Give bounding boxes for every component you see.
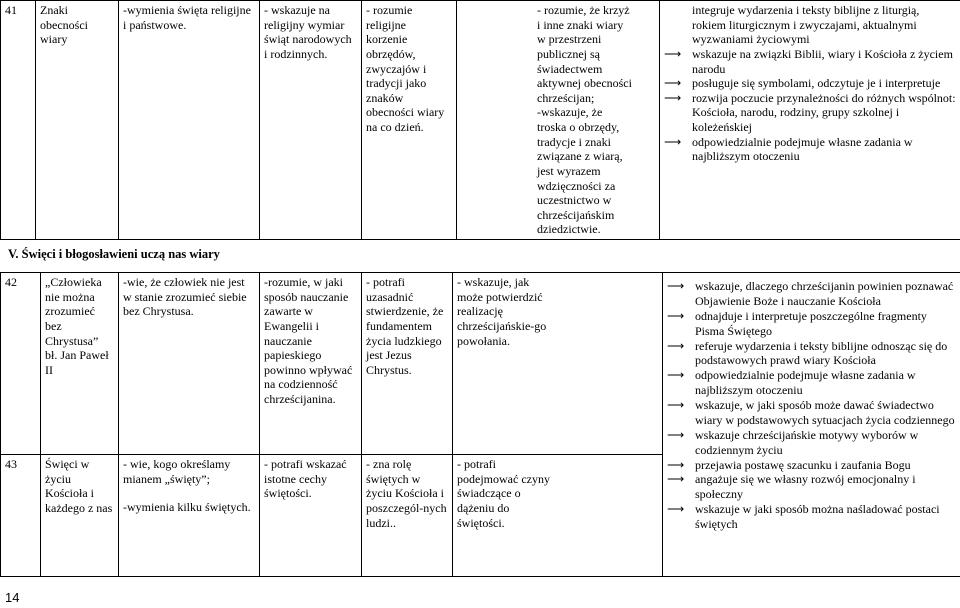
- list-item: ⟶ wskazuje na związki Biblii, wiary i Kościoła z życiem narodu: [664, 46, 953, 76]
- arrow-right-icon: ⟶: [667, 502, 685, 517]
- requirement-extended: - wskazuje na religijny wymiar świąt narodowych i rodzinnych.: [260, 1, 362, 240]
- curriculum-table-top: [0, 0, 960, 240]
- requirement-basic: - wie, kogo określamy mianem „święty”; -wymienia kilku świętych.: [119, 455, 260, 577]
- section-heading: V. Święci i błogosławieni uczą nas wiary: [8, 247, 220, 261]
- list-item: integruje wydarzenia i teksty biblijne z liturgią, rokiem liturgicznym i zwyczajami, aktualnymi wyzwaniami życiowymi: [692, 3, 920, 47]
- requirement-full: - potrafi uzasadnić stwierdzenie, że fundamentem życia ludzkiego jest Jezus Chrystus.: [362, 273, 453, 455]
- requirement-advanced: - wskazuje, jak może potwierdzić realizację chrześcijańskie-go powołania.: [453, 273, 663, 455]
- arrow-right-icon: ⟶: [667, 398, 685, 412]
- arrow-right-icon: ⟶: [664, 76, 682, 91]
- arrow-right-icon: ⟶: [667, 472, 685, 487]
- page-number: 14: [5, 590, 20, 605]
- list-item: ⟶ przejawia postawę szacunku i zaufania Bogu: [667, 457, 911, 472]
- arrow-right-icon: ⟶: [667, 457, 685, 472]
- list-item: ⟶ referuje wydarzenia i teksty biblijne odnosząc się do podstawowych prawd wiary Kościoła: [667, 338, 948, 368]
- list-item: ⟶ odpowiedzialnie podejmuje własne zadania w najbliższym otoczeniu: [667, 368, 916, 398]
- key-competences: [663, 273, 960, 577]
- requirement-advanced: - rozumie, że krzyż i inne znaki wiary w przestrzeni publicznej są świadectwem aktywnej obecności chrześcijan; -wskazuje, że troska o obrzędy, tradycje i znaki związane z wiarą, jest wyrazem wdzięczności za uczestnictwo w chrześcijańskim dziedzictwie.: [457, 1, 660, 240]
- lesson-topic: Święci w życiu Kościoła i każdego z nas: [41, 455, 119, 577]
- lesson-number: 43: [1, 455, 41, 577]
- requirement-basic: -wymienia święta religijne i państwowe.: [119, 1, 260, 240]
- lesson-number: 42: [1, 273, 41, 455]
- lesson-topic: „Człowieka nie można zrozumieć bez Chrystusa” bł. Jan Paweł II: [41, 273, 119, 455]
- list-item: ⟶ wskazuje, w jaki sposób może dawać świadectwo wiary w podstawowych sytuacjach życia codziennego: [667, 398, 955, 427]
- arrow-right-icon: ⟶: [667, 308, 685, 323]
- arrow-right-icon: ⟶: [664, 90, 682, 105]
- table-row-42: [1, 273, 960, 455]
- requirement-advanced: - potrafi podejmować czyny świadczące o dążeniu do świętości.: [453, 455, 663, 577]
- list-item: ⟶ posługuje się symbolami, odczytuje je i interpretuje: [664, 76, 941, 91]
- requirement-extended: -rozumie, w jaki sposób nauczanie zawarte w Ewangelii i nauczanie papieskiego powinno wpływać na codzienność chrześcijanina.: [260, 273, 362, 455]
- list-item: ⟶ wskazuje w jaki sposób można naśladować postaci świętych: [667, 502, 940, 531]
- arrow-right-icon: ⟶: [667, 279, 685, 293]
- requirement-basic: -wie, że człowiek nie jest w stanie zrozumieć siebie bez Chrystusa.: [119, 273, 260, 455]
- list-item: ⟶ wskazuje, dlaczego chrześcijanin powinien poznawać Objawienie Boże i nauczanie Kościoła: [667, 279, 954, 308]
- arrow-right-icon: ⟶: [664, 134, 682, 149]
- lesson-number: 41: [1, 1, 36, 240]
- list-item: ⟶ odnajduje i interpretuje poszczególne fragmenty Pisma Świętego: [667, 308, 927, 338]
- lesson-topic: Znaki obecności wiary: [36, 1, 119, 240]
- list-item: ⟶ angażuje się we własny rozwój emocjonalny i społeczny: [667, 472, 916, 502]
- key-competences: [660, 1, 960, 240]
- list-item: ⟶ rozwija poczucie przynależności do różnych wspólnot: Kościoła, narodu, rodziny, grupy szkolnej i koleżeńskiej: [664, 90, 956, 134]
- arrow-right-icon: ⟶: [667, 427, 685, 442]
- curriculum-table-bottom: [0, 272, 960, 577]
- requirement-extended: - potrafi wskazać istotne cechy świętości.: [260, 455, 362, 577]
- list-item: ⟶ wskazuje chrześcijańskie motywy wyborów w codziennym życiu: [667, 427, 919, 457]
- requirement-full: - rozumie religijne korzenie obrzędów, zwyczajów i tradycji jako znaków obecności wiary na co dzień.: [362, 1, 457, 240]
- list-item: ⟶ odpowiedzialnie podejmuje własne zadania w najbliższym otoczeniu: [664, 134, 913, 164]
- arrow-right-icon: ⟶: [664, 46, 682, 61]
- arrow-right-icon: ⟶: [667, 338, 685, 353]
- arrow-right-icon: ⟶: [667, 368, 685, 383]
- requirement-full: - zna rolę świętych w życiu Kościoła i poszczegól-nych ludzi..: [362, 455, 453, 577]
- table-row-41: [1, 1, 960, 240]
